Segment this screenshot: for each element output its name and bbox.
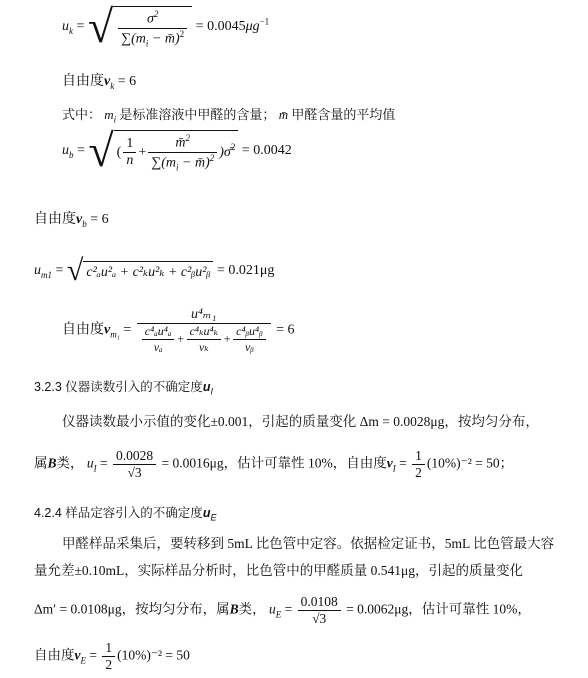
formula-uk: $u_k$ = √ $\frac{\sigma^2}{\sum(m_i - m̄)^2}$ = $0.0045\mu g^{-1}$ [62, 1, 270, 52]
paragraph-424-line2: 量允差±0.10mL，实际样品分析时，比色管中的甲醛质量 0.541μg，引起的质量变化 [34, 563, 524, 578]
paragraph-323-line1: 仪器读数最小示值的变化±0.001，引起的质量变化 Δm = 0.0028μg，按均匀分布， [62, 414, 539, 429]
paragraph-424-line1: 甲醛样品采集后，要转移到 5mL 比色管中定容。依据检定证书，5mL 比色管最大容 [62, 536, 555, 551]
paragraph-424-line4: 自由度$\nu_E$ = $\frac{1}{2}$ (10%)⁻² = 50 [34, 640, 190, 672]
ub-sqrt: √ ( $\frac{1}{n}$ + $\frac{m̄^2}{\sum(m_i - m̄)^2}$ )σ̄$^2$ [88, 128, 238, 174]
formula-ub: $u_b$ = √ ( $\frac{1}{n}$ + $\frac{m̄^2}{\sum(m_i - m̄)^2}$ )σ̄$^2$ = 0.0042 [62, 125, 292, 176]
uk-result: = 0.0045 [195, 19, 246, 35]
uk-lhs: $u_k$ [62, 19, 73, 37]
uk-sqrt: √ $\frac{\sigma^2}{\sum(m_i - m̄)^2}$ [88, 4, 192, 50]
paragraph-323-line2: 属B类， $u_I$ = $\frac{0.0028}{√3}$ = 0.0016μg，估计可靠性 10%，自由度$\nu_I$ = $\frac{1}{2}$ (10%)⁻² = 50； [34, 448, 514, 480]
um-sqrt: √ c²ₐu²ₐ + c²ₖu²ₖ + c²ᵦu²ᵦ [67, 256, 214, 286]
dof-m: 自由度$\nu_{m_1}$ = u⁴ₘ₁ $\frac{\text{c⁴ₐu⁴ₐ}}{\text{νₐ}}$ + $\frac{\text{c⁴ₖu⁴ₖ}}{\text{νₖ}}$ + $\frac{\text{c⁴ᵦu⁴ᵦ}}{\text{νᵦ}}$ = 6 [62, 307, 295, 354]
definition-note: 式中： $m_i$ 是标准溶液中甲醛的含量； m̄ 甲醛含量的平均值 [62, 107, 396, 125]
paragraph-424-line3: Δm′ = 0.0108μg，按均匀分布，属B类， $u_E$ = $\frac{0.0108}{√3}$ = 0.0062μg，估计可靠性 10%， [34, 594, 531, 626]
dof-k: 自由度$\nu_k = 6$ [62, 74, 137, 91]
dof-b: 自由度$\nu_b = 6$ [34, 212, 109, 229]
formula-um: $u_{m1}$ = √ c²ₐu²ₐ + c²ₖu²ₖ + c²ᵦu²ᵦ = 0.021μg [34, 254, 275, 287]
uk-fraction: $\frac{\sigma^2}{\sum(m_i - m̄)^2}$ [118, 9, 187, 48]
section-heading-424: 4.2.4 样品定容引入的不确定度$u_E$ [34, 506, 217, 523]
section-heading-323: 3.2.3 仪器读数引入的不确定度$u_I$ [34, 380, 213, 397]
dof-m-fraction: u⁴ₘ₁ $\frac{\text{c⁴ₐu⁴ₐ}}{\text{νₐ}}$ + $\frac{\text{c⁴ₖu⁴ₖ}}{\text{νₖ}}$ + $\frac{\text{c⁴ᵦu⁴ᵦ}}{\text{νᵦ}}$ [137, 306, 271, 355]
